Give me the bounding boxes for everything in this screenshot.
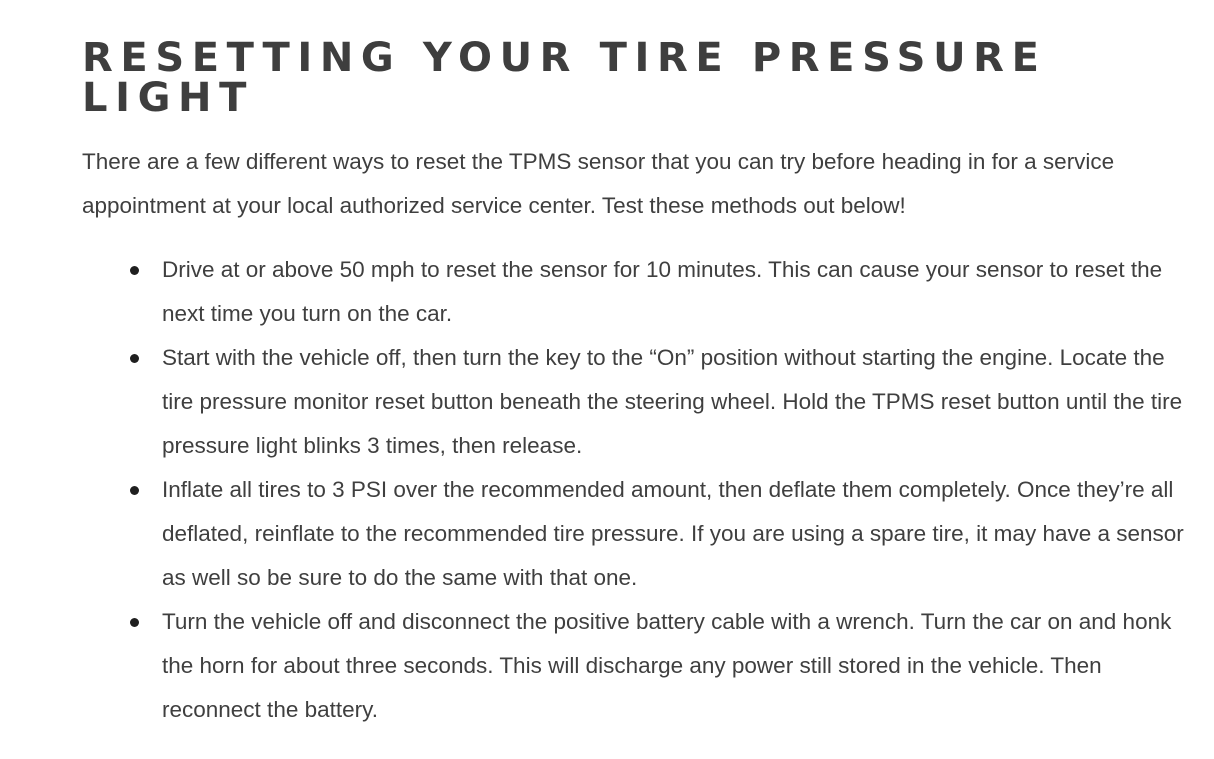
reset-methods-list	[82, 248, 1202, 732]
list-item	[162, 336, 1202, 468]
list-item	[162, 248, 1202, 336]
page-title: RESETTING YOUR TIRE PRESSURE LIGHT	[82, 35, 1047, 121]
bullet-icon	[130, 486, 139, 495]
list-item-text: Start with the vehicle off, then turn the key to the “On” position without starting the engine. Locate the tire pressure monitor reset button beneath the steering wheel. Hold the TPMS reset button until the tire pressure light blinks 3 times, then release.	[162, 345, 1183, 458]
list-item	[162, 468, 1202, 600]
list-item	[162, 600, 1202, 732]
bullet-icon	[130, 354, 139, 363]
list-item-text: Turn the vehicle off and disconnect the positive battery cable with a wrench. Turn the car on and honk the horn for about three seconds. This will discharge any power still stored in the vehicle. Then reconnect the battery.	[162, 609, 1172, 722]
list-item-text: Inflate all tires to 3 PSI over the recommended amount, then deflate them completely. Once they’re all deflated, reinflate to the recommended tire pressure. If you are using a spare tire, it may have a sensor as well so be sure to do the same with that one.	[162, 477, 1184, 590]
list-item-text: Drive at or above 50 mph to reset the sensor for 10 minutes. This can cause your sensor to reset the next time you turn on the car.	[162, 257, 1163, 326]
bullet-icon	[130, 266, 139, 275]
article	[82, 35, 1202, 732]
intro-paragraph: There are a few different ways to reset the TPMS sensor that you can try before heading in for a service appointment at your local authorized service center. Test these methods out below!	[82, 149, 1115, 218]
bullet-icon	[130, 618, 139, 627]
